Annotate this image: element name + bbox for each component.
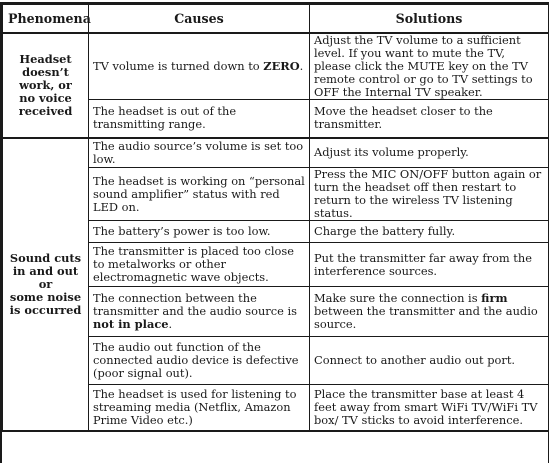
table-row <box>3 33 549 100</box>
solution-cell <box>310 100 549 138</box>
phenomenon-cell <box>3 138 89 431</box>
phenomenon-cell <box>3 33 89 138</box>
cause-cell <box>89 337 310 385</box>
text-segment: The transmitter is placed too close to metalworks or other electromagnetic wave objects. <box>93 244 294 284</box>
solution-cell <box>310 243 549 287</box>
text-segment: TV volume is turned down to <box>93 59 264 73</box>
text-segment: . <box>168 317 173 331</box>
cause-cell <box>89 385 310 431</box>
text-segment: Put the transmitter far away from the interference sources. <box>314 250 532 278</box>
phenomenon-line: Sound cuts <box>9 250 82 265</box>
text-segment: The battery’s power is too low. <box>93 224 271 238</box>
text-segment: The audio source’s volume is set too low. <box>93 138 304 166</box>
cause-cell <box>89 243 310 287</box>
text-segment: Adjust the TV volume to a sufficient level. If you want to mute the TV, please click the MUTE key on the TV remote control or go to TV settings to OFF the Internal TV speaker. <box>314 33 533 99</box>
solution-cell <box>310 385 549 431</box>
cause-cell <box>89 100 310 138</box>
emphasis-text: ZERO <box>263 59 300 73</box>
solution-cell <box>310 33 549 100</box>
phenomenon-line: some noise <box>9 289 82 304</box>
table-body <box>3 33 549 431</box>
text-segment: The headset is working on “personal sound amplifier” status with red LED on. <box>93 173 305 214</box>
solution-cell <box>310 221 549 243</box>
text-segment: The connection between the transmitter and the audio source is <box>93 291 297 318</box>
text-segment: The headset is used for listening to streaming media (Netflix, Amazon Prime Video etc.) <box>93 386 297 427</box>
text-segment: Place the transmitter base at least 4 feet away from smart WiFi TV/WiFi TV box/ TV sticks to avoid interference. <box>314 386 538 427</box>
text-segment: Charge the battery fully. <box>314 224 456 238</box>
text-segment: Press the MIC ON/OFF button again or turn the headset off then restart to return to the wireless TV listening status. <box>314 167 542 220</box>
troubleshooting-table <box>2 4 549 432</box>
phenomenon-line: doesn’t <box>22 64 69 79</box>
solution-cell <box>310 168 549 221</box>
phenomenon-line: received <box>18 103 73 118</box>
troubleshooting-table-frame <box>0 2 549 463</box>
header-solutions: Solutions <box>310 5 549 34</box>
text-segment: Move the headset closer to the transmitter. <box>314 104 493 132</box>
cause-cell <box>89 168 310 221</box>
solution-cell <box>310 337 549 385</box>
cause-cell <box>89 221 310 243</box>
header-row <box>3 5 549 34</box>
phenomenon-line: work, or <box>19 77 72 92</box>
text-segment: Make sure the connection is <box>314 291 482 305</box>
header-causes: Causes <box>89 5 310 34</box>
table-row <box>3 138 549 168</box>
table-header <box>3 5 549 34</box>
solution-cell <box>310 138 549 168</box>
text-segment: . <box>299 59 304 73</box>
header-phenomena: Phenomena <box>3 5 89 34</box>
text-segment: Connect to another audio out port. <box>314 353 516 367</box>
emphasis-text: firm <box>481 291 508 305</box>
phenomenon-line: in and out <box>12 263 79 278</box>
cause-cell <box>89 287 310 337</box>
solution-cell <box>310 287 549 337</box>
text-segment: Adjust its volume properly. <box>314 145 469 160</box>
phenomenon-line: is occurred <box>9 302 82 317</box>
emphasis-text: not in place <box>93 317 169 331</box>
text-segment: The headset is out of the transmitting range. <box>93 104 237 132</box>
phenomenon-line: no voice <box>19 90 72 105</box>
cause-cell <box>89 138 310 168</box>
phenomenon-line: Headset <box>19 51 72 66</box>
cause-cell <box>89 33 310 100</box>
text-segment: The audio out function of the connected audio device is defective (poor signal out). <box>93 340 299 380</box>
phenomenon-line: or <box>38 276 53 291</box>
text-segment: between the transmitter and the audio source. <box>314 304 538 331</box>
